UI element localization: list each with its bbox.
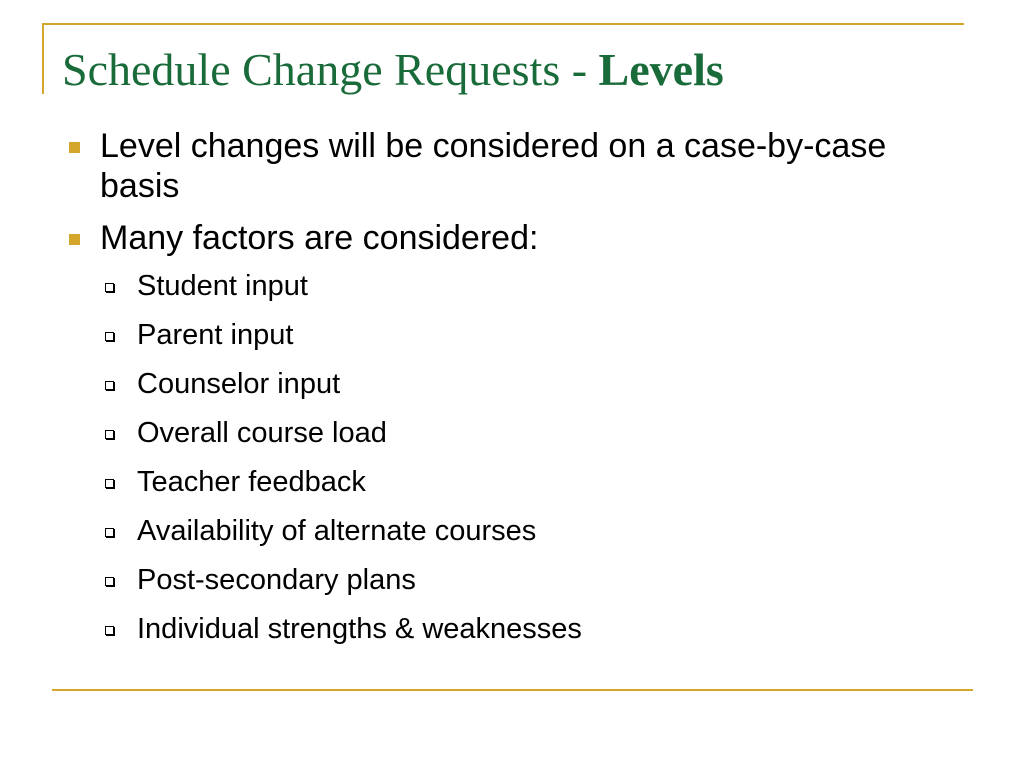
hollow-square-bullet-icon bbox=[105, 283, 114, 292]
sub-bullet bbox=[62, 319, 962, 368]
hollow-square-bullet-icon bbox=[105, 430, 114, 439]
slide-title-bold: Levels bbox=[598, 44, 724, 95]
sub-bullet-text: Counselor input bbox=[137, 368, 341, 400]
factors-list bbox=[62, 270, 962, 662]
hollow-square-bullet-icon bbox=[105, 577, 114, 586]
sub-bullet bbox=[62, 564, 962, 613]
square-bullet-icon bbox=[69, 234, 80, 245]
hollow-square-bullet-icon bbox=[105, 479, 114, 488]
square-bullet-icon bbox=[69, 142, 80, 153]
left-border-line bbox=[42, 23, 44, 94]
slide-content bbox=[62, 126, 962, 662]
hollow-square-bullet-icon bbox=[105, 528, 114, 537]
bullet-text: Level changes will be considered on a case-by-case basis bbox=[100, 127, 887, 205]
top-border-line bbox=[42, 23, 964, 25]
sub-bullet bbox=[62, 515, 962, 564]
slide-title-regular: Schedule Change Requests - bbox=[62, 44, 599, 95]
sub-bullet-text: Teacher feedback bbox=[137, 466, 366, 498]
sub-bullet-text: Parent input bbox=[137, 319, 294, 351]
bottom-border-line bbox=[52, 689, 973, 691]
sub-bullet-text: Student input bbox=[137, 270, 308, 302]
slide-title bbox=[62, 42, 724, 98]
bullet-many-factors bbox=[62, 218, 962, 258]
sub-bullet bbox=[62, 417, 962, 466]
hollow-square-bullet-icon bbox=[105, 381, 114, 390]
sub-bullet-text: Post-secondary plans bbox=[137, 564, 416, 596]
bullet-text: Many factors are considered: bbox=[100, 219, 539, 257]
hollow-square-bullet-icon bbox=[105, 332, 114, 341]
sub-bullet bbox=[62, 613, 962, 662]
sub-bullet bbox=[62, 270, 962, 319]
sub-bullet-text: Availability of alternate courses bbox=[137, 515, 537, 547]
sub-bullet-text: Individual strengths & weaknesses bbox=[137, 613, 582, 645]
sub-bullet bbox=[62, 466, 962, 515]
sub-bullet bbox=[62, 368, 962, 417]
hollow-square-bullet-icon bbox=[105, 626, 114, 635]
bullet-level-changes bbox=[62, 126, 962, 206]
sub-bullet-text: Overall course load bbox=[137, 417, 387, 449]
